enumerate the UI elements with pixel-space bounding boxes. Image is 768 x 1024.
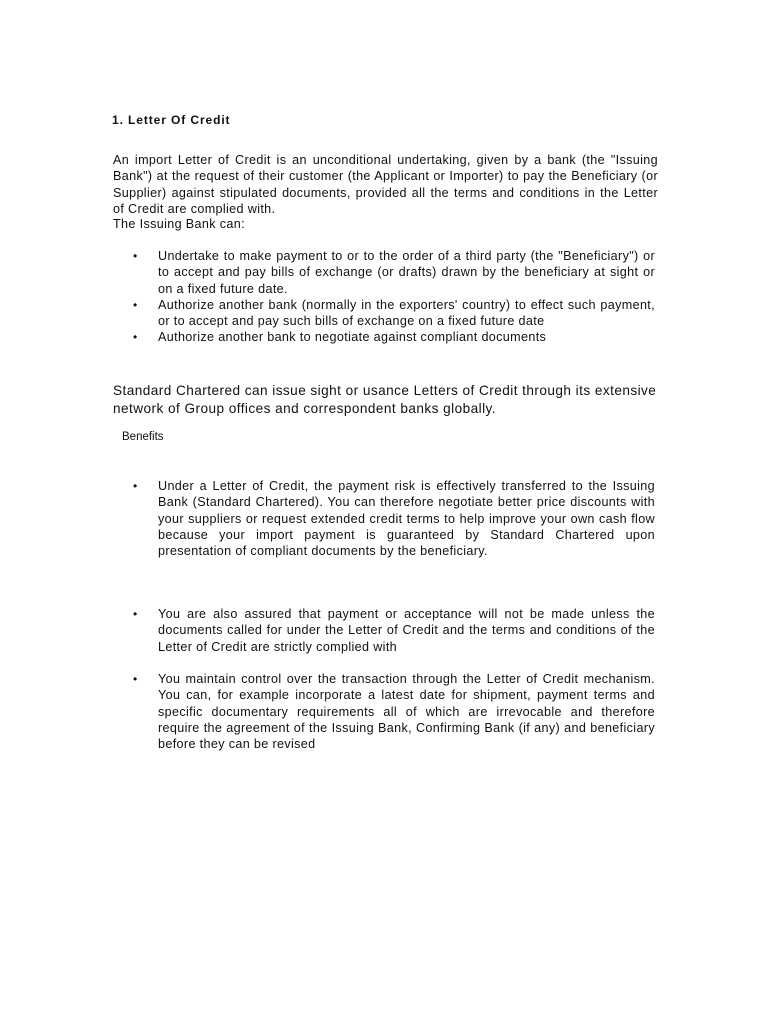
list-item-text: Undertake to make payment to or to the order of a third party (the "Beneficiary") or to accept and pay bills of exchange (or drafts) drawn by the beneficiary at sight or on a fixed future date. (158, 249, 655, 296)
benefit-text: Under a Letter of Credit, the payment risk is effectively transferred to the Issuing Bank (Standard Chartered). You can therefore negotiate better price discounts with your suppliers or request extended credit terms to help improve your own cash flow because your import payment is guaranteed by Standard Chartered upon presentation of compliant documents by the beneficiary. (158, 479, 655, 559)
issuing-bank-can-line: The Issuing Bank can: (113, 217, 245, 231)
intro-paragraph: An import Letter of Credit is an unconditional undertaking, given by a bank (the "Issuing Bank") at the request of their customer (the Applicant or Importer) to pay the Beneficiary (or Supplier) against stipulated documents, provided all the terms and conditions in the Letter of Credit are complied with. (113, 153, 658, 216)
list-item-text: Authorize another bank to negotiate against compliant documents (158, 330, 547, 345)
bullet-icon: • (133, 249, 138, 263)
benefit-text: You are also assured that payment or acceptance will not be made unless the documents called for under the Letter of Credit and the terms and conditions of the Letter of Credit are strictly complied with (158, 607, 655, 654)
benefit-item (133, 478, 655, 559)
issuing-bank-capabilities-list (133, 248, 655, 346)
list-item-text: Authorize another bank (normally in the exporters' country) to effect such payment, or to accept and pay such bills of exchange on a fixed future date (158, 297, 655, 329)
section-heading: 1. Letter Of Credit (112, 113, 231, 127)
benefit-item (133, 671, 655, 752)
bullet-icon: • (133, 297, 138, 312)
list-item (133, 248, 655, 297)
standard-chartered-statement: Standard Chartered can issue sight or usance Letters of Credit through its extensive network of Group offices and correspondent banks globally. (113, 383, 657, 416)
benefit-text: You maintain control over the transaction through the Letter of Credit mechanism. You can, for example incorporate a latest date for shipment, payment terms and specific documentary requirements all of which are irrevocable and therefore require the agreement of the Issuing Bank, Confirming Bank (if any) and beneficiary before they can be revised (158, 672, 655, 752)
bullet-icon: • (133, 330, 138, 345)
bullet-icon: • (133, 672, 138, 686)
list-item (133, 329, 655, 345)
bullet-icon: • (133, 607, 138, 621)
benefits-heading: Benefits (122, 431, 164, 443)
list-item (133, 297, 655, 330)
benefit-item (133, 606, 655, 655)
bullet-icon: • (133, 479, 138, 493)
